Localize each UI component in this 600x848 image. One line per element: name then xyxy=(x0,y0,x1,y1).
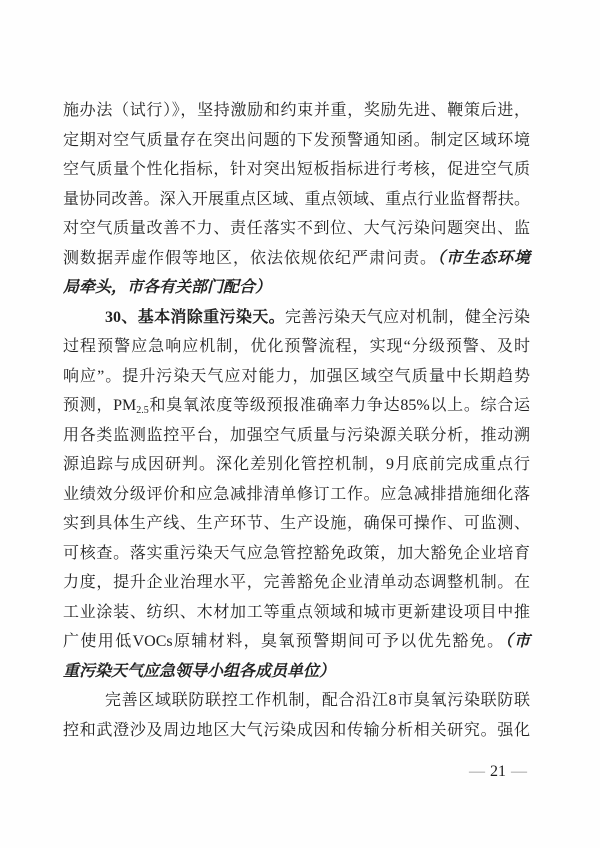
body-text: 力度，提升企业治理水平，完善豁免企业清单动态调整机制。在 xyxy=(63,574,530,591)
item-heading-text: 30、基本消除重污染天。 xyxy=(105,308,285,326)
footer-dash-left: — xyxy=(469,763,485,780)
text-line xyxy=(63,568,530,598)
text-line xyxy=(63,155,530,185)
text-line xyxy=(63,332,530,362)
body-text: 对空气质量改善不力、责任落实不到位、大气污染问题突出、监 xyxy=(63,220,530,237)
body-text: 施办法（试行）》，坚持激励和约束并重，奖励先进、鞭策后进， xyxy=(63,102,530,119)
text-line xyxy=(63,421,530,451)
text-line xyxy=(63,273,530,303)
page-number: 21 xyxy=(490,763,506,780)
body-text: 可核查。落实重污染天气应急管控豁免政策，加大豁免企业培育 xyxy=(63,544,530,562)
body-text: 预测，PM xyxy=(63,397,137,414)
body-text: 业绩效分级评价和应急减排清单修订工作。应急减排措施细化落 xyxy=(63,485,530,503)
text-line xyxy=(63,657,530,687)
responsible-unit-text: （市生态环境 xyxy=(436,249,530,267)
body-text: 控和武澄沙及周边地区大气污染成因和传输分析相关研究。强化 xyxy=(63,721,530,739)
text-line xyxy=(63,303,530,333)
text-line xyxy=(63,716,530,746)
body-text: 量协同改善。深入开展重点区域、重点领域、重点行业监督帮扶。 xyxy=(63,190,530,208)
responsible-unit-text: （市 xyxy=(504,633,530,650)
body-text: 完善区域联防联控工作机制，配合沿江8市臭氧污染联防联 xyxy=(105,692,530,709)
text-line xyxy=(63,480,530,510)
text-line xyxy=(63,509,530,539)
body-text: 响应”。提升污染天气应对能力，加强区域空气质量中长期趋势 xyxy=(63,367,530,385)
text-line xyxy=(63,450,530,480)
text-line xyxy=(63,362,530,392)
footer-dash-right: — xyxy=(511,763,527,780)
body-text: 过程预警应急响应机制，优化预警流程，实现“分级预警、及时 xyxy=(63,338,530,355)
text-line xyxy=(63,185,530,215)
text-line xyxy=(63,686,530,716)
text-line xyxy=(63,539,530,569)
body-text: 广使用低VOCs原辅材料，臭氧预警期间可予以优先豁免。 xyxy=(63,633,505,650)
body-text: 定期对空气质量存在突出问题的下发预警通知函。制定区域环境 xyxy=(63,131,530,149)
body-text: 用各类监测监控平台，加强空气质量与污染源关联分析，推动溯 xyxy=(63,426,530,444)
document-body xyxy=(63,96,530,745)
subscript-text: 2.5 xyxy=(136,405,149,416)
text-line xyxy=(63,214,530,244)
text-line xyxy=(63,598,530,628)
body-text: 和臭氧浓度等级预报准确率力争达85%以上。综合运 xyxy=(148,397,530,414)
body-text: 完善污染天气应对机制，健全污染 xyxy=(284,308,530,326)
body-text: 源追踪与成因研判。深化差别化管控机制，9月底前完成重点行 xyxy=(63,456,530,473)
para-regional-joint-prevention xyxy=(63,686,530,745)
body-text: 实到具体生产线、生产环节、生产设施，确保可操作、可监测、 xyxy=(63,515,530,532)
text-line xyxy=(63,126,530,156)
body-text: 测数据弄虚作假等地区，依法依规依纪严肃问责。 xyxy=(63,249,437,267)
para-item-30-heavy-pollution xyxy=(63,303,530,687)
responsible-unit-text: 局牵头，市各有关部门配合） xyxy=(63,279,272,296)
text-line xyxy=(63,244,530,274)
text-line xyxy=(63,96,530,126)
body-text: 空气质量个性化指标，针对突出短板指标进行考核，促进空气质 xyxy=(63,161,530,178)
text-line xyxy=(63,627,530,657)
body-text: 工业涂装、纺织、木材加工等重点领域和城市更新建设项目中推 xyxy=(63,603,530,621)
responsible-unit-text: 重污染天气应急领导小组各成员单位） xyxy=(63,662,336,680)
page-footer xyxy=(469,762,527,782)
para-supervision-continuation xyxy=(63,96,530,303)
text-line xyxy=(63,391,530,421)
